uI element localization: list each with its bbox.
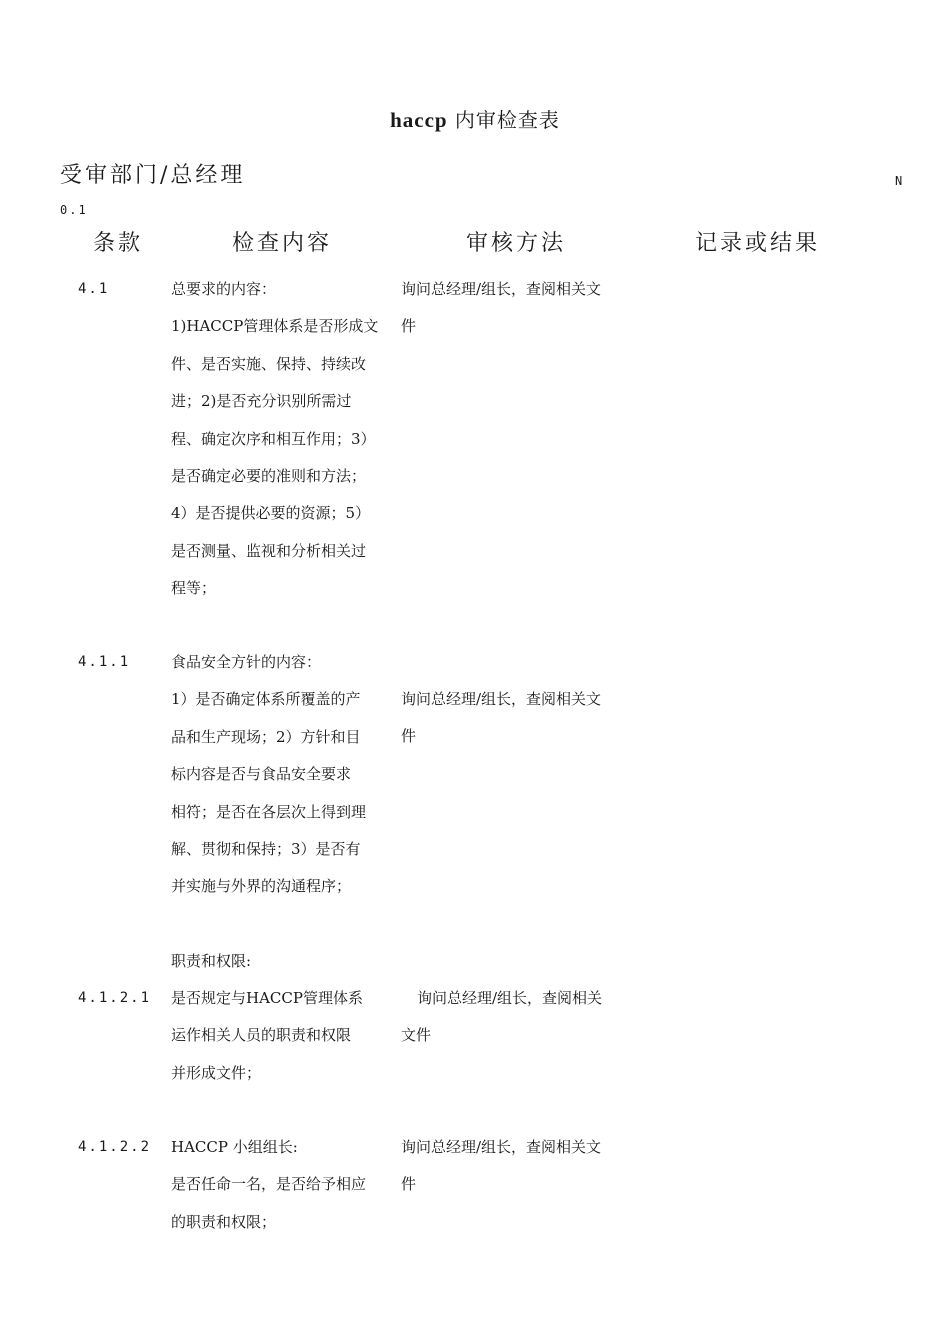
title-latin: haccp	[390, 108, 448, 132]
content-line: 是否确定必要的准则和方法；	[171, 466, 367, 485]
content-line: 并实施与外界的沟通程序；	[171, 877, 352, 896]
row-method	[401, 1129, 601, 1204]
content-line: 总要求的内容：	[171, 280, 277, 298]
content-line: 进；2)是否充分识别所需过	[171, 392, 352, 411]
content-line: 是否测量、监视和分析相关过	[171, 541, 367, 560]
method-line: 询问总经理/组长，查阅相关文	[401, 1138, 602, 1156]
content-line: 相符；是否在各层次上得到理	[171, 802, 367, 821]
content-line: 程等；	[171, 579, 217, 598]
row-clause: 4.1.2.1	[78, 990, 152, 1006]
document-title	[0, 104, 950, 133]
content-line: 1）是否确定体系所覆盖的产	[171, 690, 361, 709]
row-content	[171, 271, 378, 608]
content-line: 食品安全方针的内容：	[171, 653, 322, 671]
content-line: 并形成文件；	[171, 1063, 262, 1082]
row-content	[171, 1129, 366, 1241]
row-method	[401, 681, 601, 756]
method-line: 询问总经理/组长，查阅相关	[417, 989, 603, 1007]
row-content	[171, 644, 366, 906]
content-line: 程、确定次序和相互作用；3）	[171, 429, 376, 448]
content-line: 解、贯彻和保持；3）是否有	[171, 839, 361, 858]
content-line: HACCP 小组组长:	[171, 1138, 298, 1156]
header-content: 检查内容	[232, 231, 333, 256]
header-method: 审核方法	[466, 231, 567, 256]
header-result: 记录或结果	[695, 231, 821, 256]
content-line: 是否规定与HACCP管理体系	[171, 989, 363, 1007]
row-content	[171, 980, 363, 1092]
method-line: 件	[401, 727, 417, 746]
title-cjk: 内审检查表	[454, 108, 560, 132]
content-line: 4）是否提供必要的资源；5）	[171, 504, 371, 523]
content-line: 件、是否实施、保持、持续改	[171, 354, 367, 373]
method-line: 件	[401, 317, 417, 336]
row-clause: 4.1.2.2	[78, 1139, 152, 1155]
row-clause: 4.1.1	[78, 654, 131, 670]
content-line: 的职责和权限；	[171, 1212, 277, 1231]
method-line: 询问总经理/组长，查阅相关文	[401, 690, 602, 708]
content-heading: 职责和权限:	[171, 952, 252, 970]
content-line: 品和生产现场；2）方针和目	[171, 727, 361, 746]
content-line: 1)HACCP管理体系是否形成文	[171, 317, 379, 336]
department-label: 受审部门/总经理	[60, 163, 246, 188]
content-line: 是否任命一名，是否给予相应	[171, 1175, 367, 1194]
method-line: 询问总经理/组长，查阅相关文	[401, 280, 602, 298]
method-line: 文件	[401, 1026, 432, 1045]
content-line: 运作相关人员的职责和权限	[171, 1026, 352, 1045]
row-method	[401, 980, 602, 1055]
content-line: 标内容是否与食品安全要求	[171, 765, 352, 784]
corner-mark: N	[895, 174, 903, 188]
row-clause: 4.1	[78, 281, 110, 297]
row-method	[401, 271, 601, 346]
version-label: 0.1	[60, 203, 88, 217]
header-clause: 条款	[93, 231, 144, 256]
method-line: 件	[401, 1175, 417, 1194]
